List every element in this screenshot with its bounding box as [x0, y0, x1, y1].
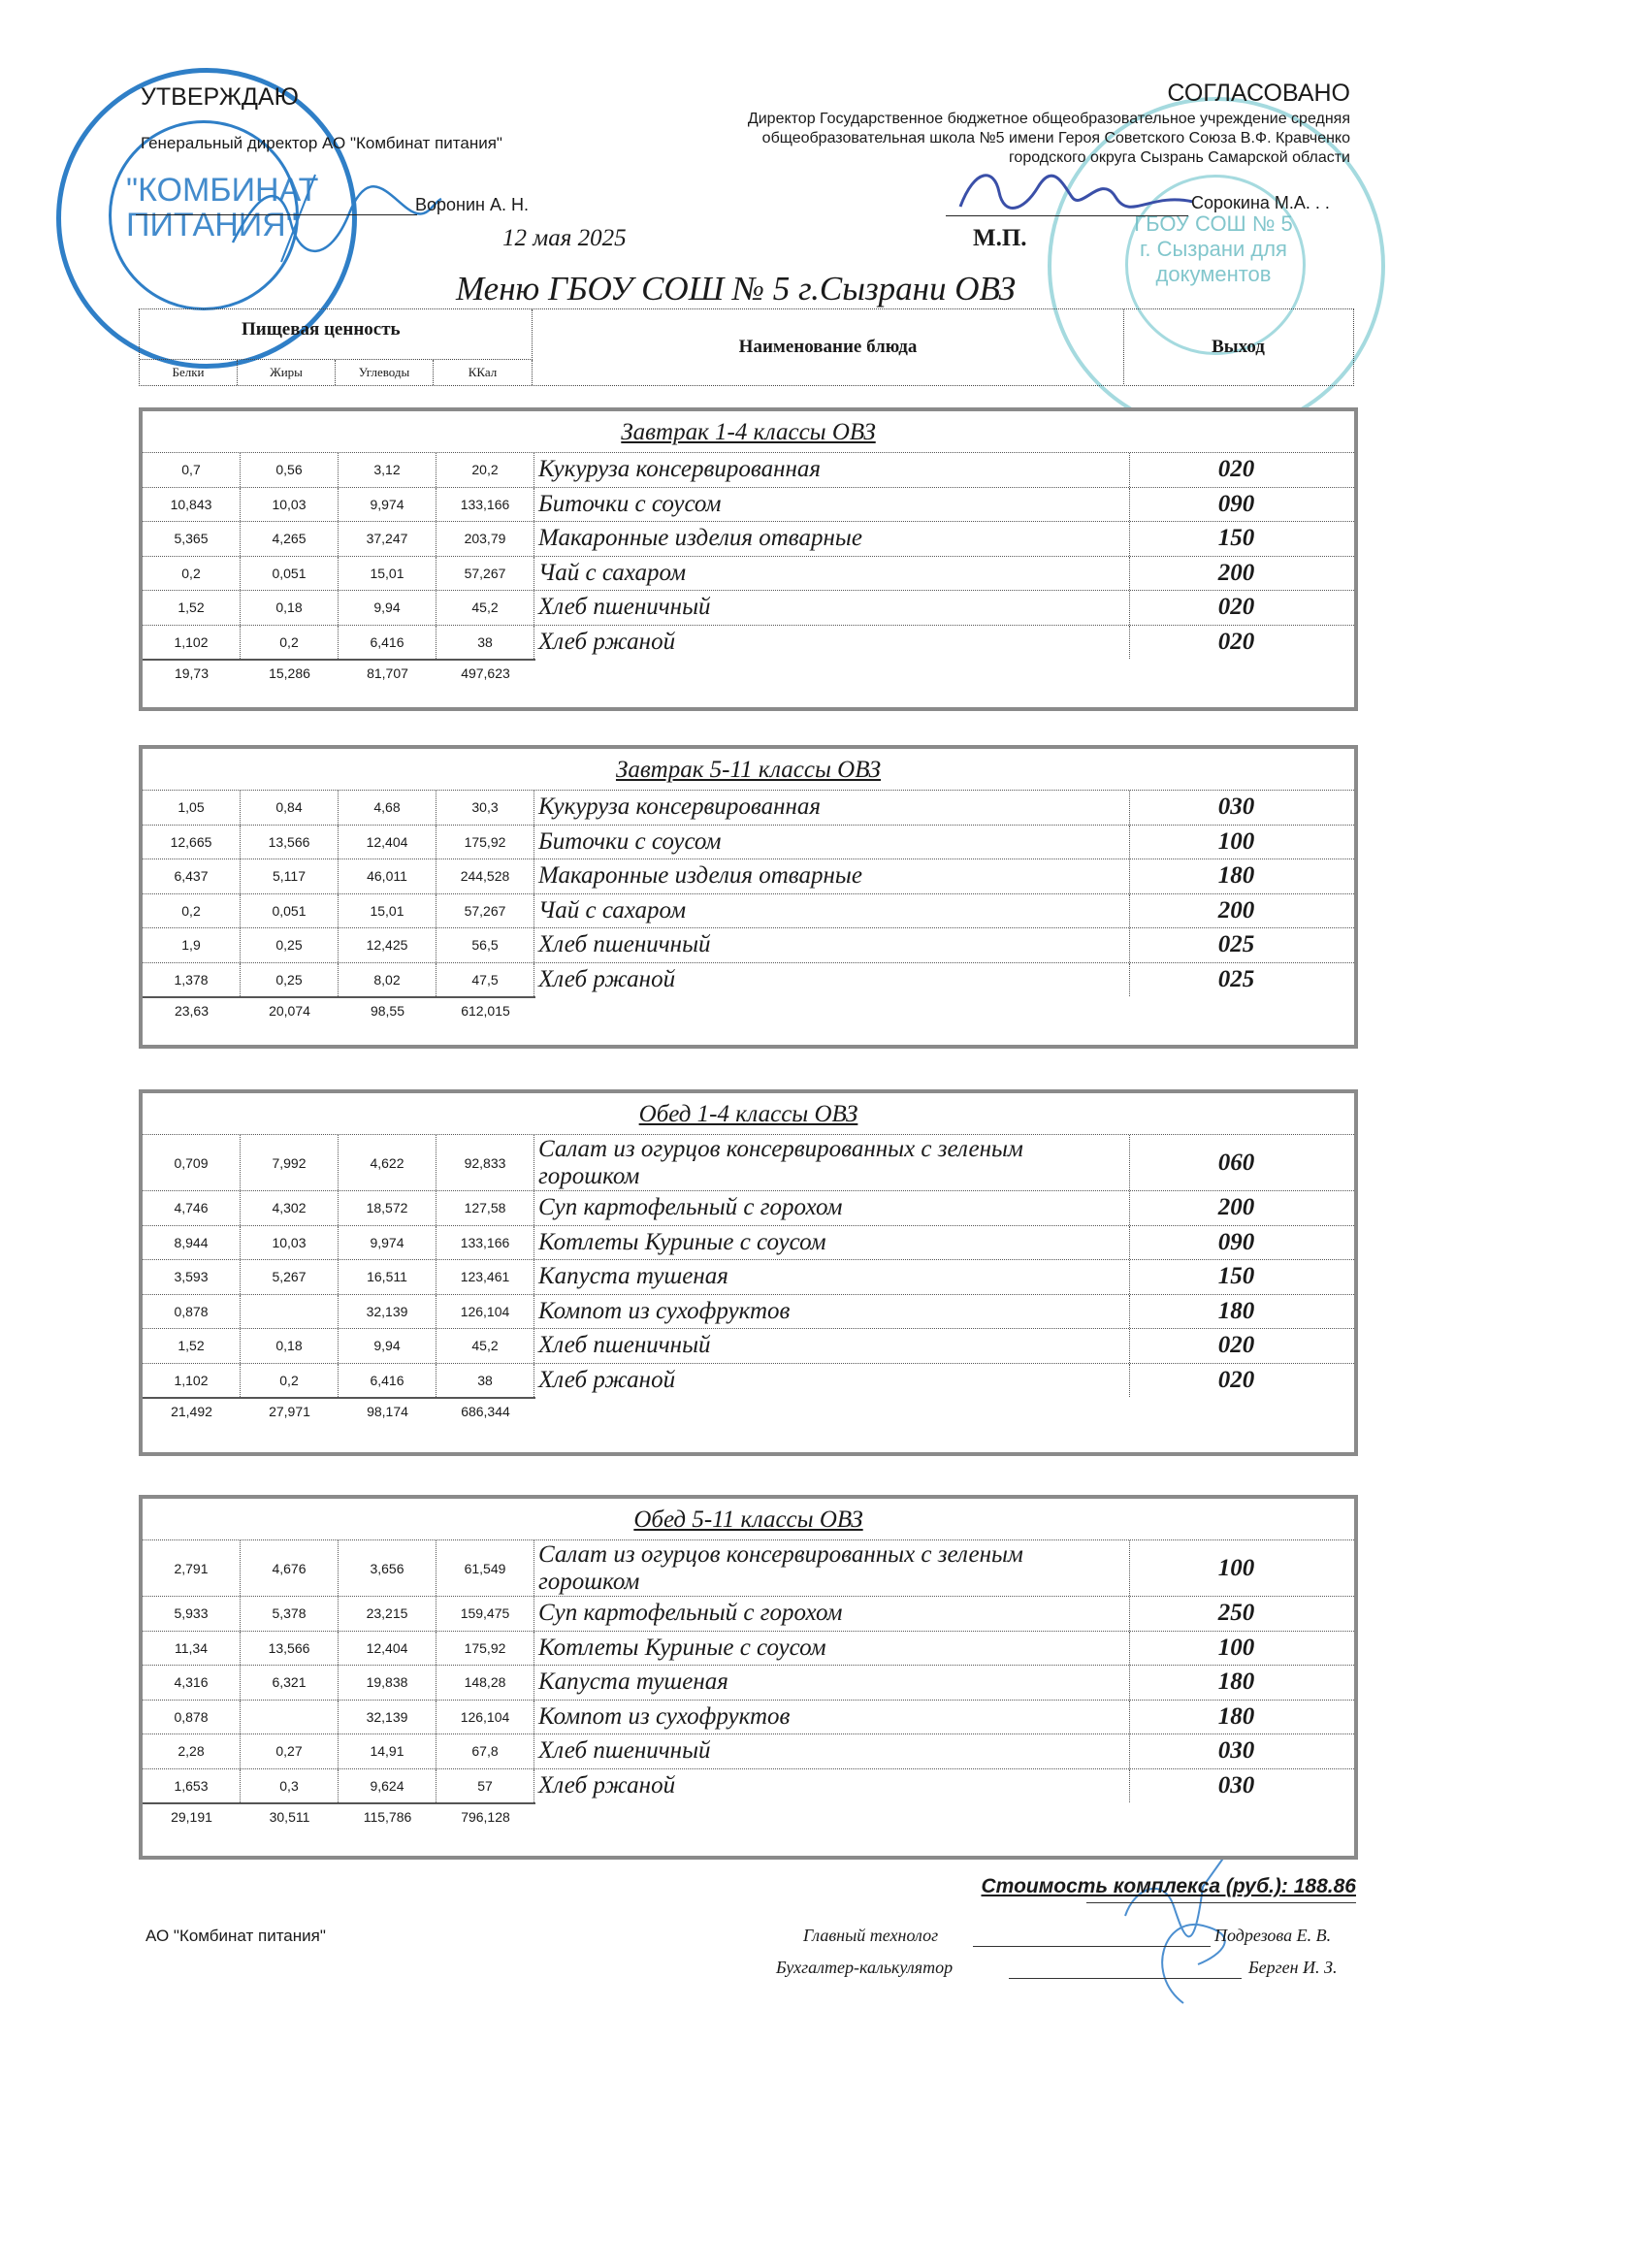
cell-output: 090	[1217, 490, 1255, 517]
menu-row	[143, 1363, 1354, 1398]
cell-output: 100	[1217, 1634, 1255, 1661]
total-kcal: 796,128	[461, 1809, 510, 1825]
cell-protein: 0,709	[143, 1135, 241, 1190]
cell-fat: 0,84	[241, 791, 339, 825]
cell-kcal: 30,3	[436, 791, 534, 825]
cost-underline	[1086, 1902, 1356, 1903]
section-title-text: Обед 5-11 классы ОВЗ	[633, 1507, 863, 1533]
cell-output: 200	[1217, 559, 1255, 586]
section-lunch-5-11	[139, 1495, 1358, 1860]
cell-kcal: 133,166	[436, 488, 534, 522]
menu-row	[143, 927, 1354, 962]
cell-fat: 0,051	[241, 894, 339, 928]
cell-dish-name: Макаронные изделия отварные	[534, 859, 1130, 893]
cell-kcal: 61,549	[436, 1540, 534, 1596]
cell-fat: 13,566	[241, 1632, 339, 1666]
cell-fat: 13,566	[241, 826, 339, 859]
cell-output: 020	[1217, 456, 1255, 483]
cell-protein: 5,365	[143, 522, 241, 556]
cell-output: 250	[1217, 1600, 1255, 1627]
total-kcal: 497,623	[461, 665, 510, 681]
cell-carbs: 19,838	[339, 1666, 436, 1700]
total-fat: 27,971	[269, 1404, 310, 1419]
cell-carbs: 15,01	[339, 557, 436, 591]
agree-role-line: Директор Государственное бюджетное общеобразовательное учреждение средняя	[747, 111, 1350, 127]
cell-carbs: 23,215	[339, 1597, 436, 1631]
totals-row	[143, 996, 535, 1023]
cell-kcal: 126,104	[436, 1295, 534, 1329]
complex-cost: Стоимость комплекса (руб.): 188.86	[981, 1875, 1356, 1897]
cell-dish-name: Хлеб ржаной	[534, 1769, 1130, 1803]
cell-carbs: 37,247	[339, 522, 436, 556]
cell-output: 020	[1217, 1366, 1255, 1393]
nutrition-header	[140, 309, 533, 360]
cell-dish-name: Хлеб пшеничный	[534, 591, 1130, 625]
cell-output: 100	[1217, 1554, 1255, 1581]
cell-protein: 0,878	[143, 1295, 241, 1329]
total-protein: 23,63	[174, 1003, 210, 1019]
cell-fat: 0,3	[241, 1769, 339, 1803]
cell-dish-name: Биточки с соусом	[534, 826, 1130, 859]
section-title	[143, 749, 1354, 790]
cell-carbs: 9,94	[339, 1329, 436, 1363]
cell-output: 180	[1217, 1702, 1255, 1730]
cell-dish-name: Макаронные изделия отварные	[534, 522, 1130, 556]
cell-dish-name: Салат из огурцов консервированных с зеленым горошком	[534, 1540, 1130, 1596]
output-header: Выход	[1212, 337, 1265, 357]
cell-dish-name: Салат из огурцов консервированных с зеленым горошком	[534, 1135, 1130, 1190]
carbs-header: Углеводы	[336, 360, 434, 385]
cell-output: 200	[1217, 1194, 1255, 1221]
cell-protein: 0,2	[143, 894, 241, 928]
cell-protein: 0,2	[143, 557, 241, 591]
technologist-name: Подрезова Е. В.	[1214, 1926, 1332, 1945]
section-title-text: Обед 1-4 классы ОВЗ	[638, 1101, 858, 1127]
agree-role-line: городского округа Сызрань Самарской области	[1008, 149, 1350, 166]
cell-dish-name: Хлеб ржаной	[534, 963, 1130, 997]
approve-heading: УТВЕРЖДАЮ	[141, 83, 299, 111]
total-fat: 20,074	[269, 1003, 310, 1019]
cell-dish-name: Капуста тушеная	[534, 1260, 1130, 1294]
cell-protein: 10,843	[143, 488, 241, 522]
cell-output: 025	[1217, 965, 1255, 992]
cell-kcal: 148,28	[436, 1666, 534, 1700]
cell-dish-name: Биточки с соусом	[534, 488, 1130, 522]
menu-row	[143, 1134, 1354, 1190]
section-breakfast-5-11	[139, 745, 1358, 1049]
total-kcal: 686,344	[461, 1404, 510, 1419]
section-title	[143, 411, 1354, 452]
menu-row	[143, 590, 1354, 625]
cell-kcal: 57	[436, 1769, 534, 1803]
cell-output: 150	[1217, 525, 1255, 552]
cell-fat: 4,676	[241, 1540, 339, 1596]
menu-row	[143, 625, 1354, 660]
menu-row	[143, 1190, 1354, 1225]
total-protein: 21,492	[171, 1404, 212, 1419]
menu-row	[143, 962, 1354, 997]
accountant-name: Берген И. З.	[1248, 1958, 1338, 1977]
cell-output: 030	[1217, 794, 1255, 821]
total-carbs: 98,174	[367, 1404, 408, 1419]
menu-row	[143, 452, 1354, 487]
cell-fat: 0,18	[241, 1329, 339, 1363]
cell-fat: 10,03	[241, 1226, 339, 1260]
cell-fat: 0,27	[241, 1734, 339, 1768]
cell-protein: 8,944	[143, 1226, 241, 1260]
cell-carbs: 6,416	[339, 626, 436, 660]
school-stamp-text: ГБОУ СОШ № 5 г. Сызрани для документов	[1134, 211, 1293, 286]
cell-kcal: 67,8	[436, 1734, 534, 1768]
accountant-label: Бухгалтер-калькулятор	[776, 1958, 954, 1977]
cell-fat: 10,03	[241, 488, 339, 522]
cell-output: 030	[1217, 1771, 1255, 1798]
totals-row	[143, 1802, 535, 1830]
cell-protein: 4,316	[143, 1666, 241, 1700]
section-title-text: Завтрак 5-11 классы ОВЗ	[615, 757, 882, 783]
cell-carbs: 3,12	[339, 453, 436, 487]
cell-dish-name: Котлеты Куриные с соусом	[534, 1226, 1130, 1260]
cell-kcal: 244,528	[436, 859, 534, 893]
cell-output: 060	[1217, 1149, 1255, 1176]
agree-role	[652, 110, 1350, 168]
cell-kcal: 45,2	[436, 1329, 534, 1363]
cell-dish-name: Капуста тушеная	[534, 1666, 1130, 1700]
cell-fat: 0,18	[241, 591, 339, 625]
cell-fat: 5,267	[241, 1260, 339, 1294]
cell-dish-name: Кукуруза консервированная	[534, 453, 1130, 487]
cell-dish-name: Хлеб ржаной	[534, 626, 1130, 660]
column-header-table	[139, 308, 1354, 386]
cell-fat: 5,378	[241, 1597, 339, 1631]
menu-row	[143, 1631, 1354, 1666]
cell-dish-name: Котлеты Куриные с соусом	[534, 1632, 1130, 1666]
cell-output: 025	[1217, 931, 1255, 958]
section-title	[143, 1093, 1354, 1134]
cell-protein: 6,437	[143, 859, 241, 893]
cell-output: 020	[1217, 628, 1255, 655]
menu-row	[143, 1733, 1354, 1768]
cell-protein: 1,378	[143, 963, 241, 997]
cell-carbs: 15,01	[339, 894, 436, 928]
approve-date: 12 мая 2025	[502, 225, 627, 251]
technologist-signature-line	[973, 1946, 1211, 1947]
section-breakfast-1-4	[139, 407, 1358, 711]
totals-row	[143, 659, 535, 686]
cell-output: 020	[1217, 594, 1255, 621]
total-fat: 15,286	[269, 665, 310, 681]
cell-protein: 11,34	[143, 1632, 241, 1666]
total-carbs: 115,786	[363, 1809, 412, 1825]
cell-carbs: 9,974	[339, 1226, 436, 1260]
cell-carbs: 9,974	[339, 488, 436, 522]
cell-fat: 5,117	[241, 859, 339, 893]
cell-output: 200	[1217, 896, 1255, 923]
cell-kcal: 57,267	[436, 894, 534, 928]
menu-row	[143, 521, 1354, 556]
protein-header: Белки	[140, 360, 238, 385]
cell-fat	[241, 1701, 339, 1734]
cell-kcal: 175,92	[436, 826, 534, 859]
cell-carbs: 12,425	[339, 928, 436, 962]
technologist-label: Главный технолог	[803, 1926, 939, 1945]
kcal-header: ККал	[434, 360, 533, 385]
cell-fat: 0,25	[241, 928, 339, 962]
cell-protein: 5,933	[143, 1597, 241, 1631]
cell-kcal: 203,79	[436, 522, 534, 556]
cell-fat: 6,321	[241, 1666, 339, 1700]
menu-row	[143, 790, 1354, 825]
agree-signer-name: Сорокина М.А. . .	[1191, 193, 1330, 212]
cell-protein: 1,653	[143, 1769, 241, 1803]
menu-row	[143, 1700, 1354, 1734]
total-fat: 30,511	[269, 1809, 310, 1825]
cell-carbs: 32,139	[339, 1701, 436, 1734]
cell-dish-name: Хлеб пшеничный	[534, 1734, 1130, 1768]
cell-dish-name: Хлеб пшеничный	[534, 928, 1130, 962]
cell-kcal: 47,5	[436, 963, 534, 997]
footer-company: АО "Комбинат питания"	[146, 1927, 326, 1945]
totals-row	[143, 1397, 535, 1424]
cell-protein: 12,665	[143, 826, 241, 859]
menu-row	[143, 825, 1354, 859]
nutrition-header-label: Пищевая ценность	[242, 319, 401, 340]
cell-protein: 3,593	[143, 1260, 241, 1294]
cell-dish-name: Кукуруза консервированная	[534, 791, 1130, 825]
cell-protein: 1,52	[143, 1329, 241, 1363]
cell-protein: 2,791	[143, 1540, 241, 1596]
menu-row	[143, 1259, 1354, 1294]
section-title	[143, 1499, 1354, 1539]
cell-protein: 1,102	[143, 626, 241, 660]
cell-carbs: 12,404	[339, 826, 436, 859]
approve-role: Генеральный директор АО "Комбинат питания"	[141, 134, 502, 152]
cell-carbs: 4,68	[339, 791, 436, 825]
cell-dish-name: Суп картофельный с горохом	[534, 1191, 1130, 1225]
cell-output: 020	[1217, 1332, 1255, 1359]
cell-kcal: 45,2	[436, 591, 534, 625]
cell-carbs: 18,572	[339, 1191, 436, 1225]
cell-fat: 0,25	[241, 963, 339, 997]
cell-protein: 1,52	[143, 591, 241, 625]
cell-protein: 4,746	[143, 1191, 241, 1225]
company-stamp-text: "КОМБИНАТ ПИТАНИЯ"	[126, 172, 319, 243]
cell-dish-name: Компот из сухофруктов	[534, 1295, 1130, 1329]
menu-row	[143, 1665, 1354, 1700]
cell-output: 100	[1217, 827, 1255, 855]
total-protein: 19,73	[174, 665, 210, 681]
cell-fat: 7,992	[241, 1135, 339, 1190]
cell-kcal: 20,2	[436, 453, 534, 487]
menu-row	[143, 1328, 1354, 1363]
menu-row	[143, 893, 1354, 928]
cell-kcal: 38	[436, 1364, 534, 1398]
cell-carbs: 14,91	[339, 1734, 436, 1768]
cell-carbs: 8,02	[339, 963, 436, 997]
cell-fat: 4,265	[241, 522, 339, 556]
fat-header: Жиры	[238, 360, 336, 385]
section-lunch-1-4	[139, 1089, 1358, 1456]
dish-name-header: Наименование блюда	[533, 309, 1124, 384]
cell-dish-name: Чай с сахаром	[534, 894, 1130, 928]
total-carbs: 98,55	[370, 1003, 405, 1019]
cell-fat	[241, 1295, 339, 1329]
total-carbs: 81,707	[367, 665, 408, 681]
cell-protein: 2,28	[143, 1734, 241, 1768]
menu-row	[143, 1596, 1354, 1631]
cell-dish-name: Компот из сухофруктов	[534, 1701, 1130, 1734]
cell-carbs: 16,511	[339, 1260, 436, 1294]
cell-carbs: 46,011	[339, 859, 436, 893]
cell-kcal: 127,58	[436, 1191, 534, 1225]
cell-protein: 0,878	[143, 1701, 241, 1734]
cell-carbs: 3,656	[339, 1540, 436, 1596]
cell-output: 180	[1217, 862, 1255, 890]
cell-dish-name: Суп картофельный с горохом	[534, 1597, 1130, 1631]
menu-row	[143, 1539, 1354, 1596]
cell-kcal: 133,166	[436, 1226, 534, 1260]
menu-row	[143, 487, 1354, 522]
cell-protein: 1,9	[143, 928, 241, 962]
cell-fat: 4,302	[241, 1191, 339, 1225]
cell-kcal: 159,475	[436, 1597, 534, 1631]
cell-carbs: 12,404	[339, 1632, 436, 1666]
cell-output: 180	[1217, 1297, 1255, 1324]
cell-dish-name: Чай с сахаром	[534, 557, 1130, 591]
cell-kcal: 126,104	[436, 1701, 534, 1734]
cell-output: 180	[1217, 1669, 1255, 1696]
cell-carbs: 4,622	[339, 1135, 436, 1190]
agree-role-line: общеобразовательная школа №5 имени Героя Советского Союза В.Ф. Кравченко	[761, 130, 1350, 146]
cell-fat: 0,56	[241, 453, 339, 487]
seal-place-label: М.П.	[973, 225, 1027, 251]
total-protein: 29,191	[171, 1809, 212, 1825]
approve-signer-name: Воронин А. Н.	[415, 195, 529, 214]
section-title-text: Завтрак 1-4 классы ОВЗ	[621, 419, 876, 445]
agree-heading: СОГЛАСОВАНО	[1167, 80, 1350, 107]
total-kcal: 612,015	[461, 1003, 510, 1019]
cell-protein: 1,102	[143, 1364, 241, 1398]
cell-output: 090	[1217, 1228, 1255, 1255]
menu-row	[143, 1294, 1354, 1329]
approve-signature-line	[136, 214, 417, 215]
cell-carbs: 32,139	[339, 1295, 436, 1329]
cell-kcal: 38	[436, 626, 534, 660]
cell-protein: 1,05	[143, 791, 241, 825]
accountant-signature-line	[1009, 1978, 1242, 1979]
menu-row	[143, 859, 1354, 893]
cell-kcal: 56,5	[436, 928, 534, 962]
menu-row	[143, 556, 1354, 591]
cell-carbs: 6,416	[339, 1364, 436, 1398]
page-title: Меню ГБОУ СОШ № 5 г.Сызрани ОВЗ	[456, 270, 1017, 308]
cell-fat: 0,2	[241, 626, 339, 660]
cell-kcal: 57,267	[436, 557, 534, 591]
agree-signature-line	[946, 215, 1188, 216]
cell-fat: 0,2	[241, 1364, 339, 1398]
cell-dish-name: Хлеб ржаной	[534, 1364, 1130, 1398]
menu-row	[143, 1768, 1354, 1803]
cell-kcal: 175,92	[436, 1632, 534, 1666]
cell-output: 150	[1217, 1263, 1255, 1290]
cell-fat: 0,051	[241, 557, 339, 591]
cell-carbs: 9,94	[339, 591, 436, 625]
cell-carbs: 9,624	[339, 1769, 436, 1803]
cell-output: 030	[1217, 1737, 1255, 1765]
menu-row	[143, 1225, 1354, 1260]
cell-kcal: 123,461	[436, 1260, 534, 1294]
cell-kcal: 92,833	[436, 1135, 534, 1190]
cell-protein: 0,7	[143, 453, 241, 487]
cell-dish-name: Хлеб пшеничный	[534, 1329, 1130, 1363]
